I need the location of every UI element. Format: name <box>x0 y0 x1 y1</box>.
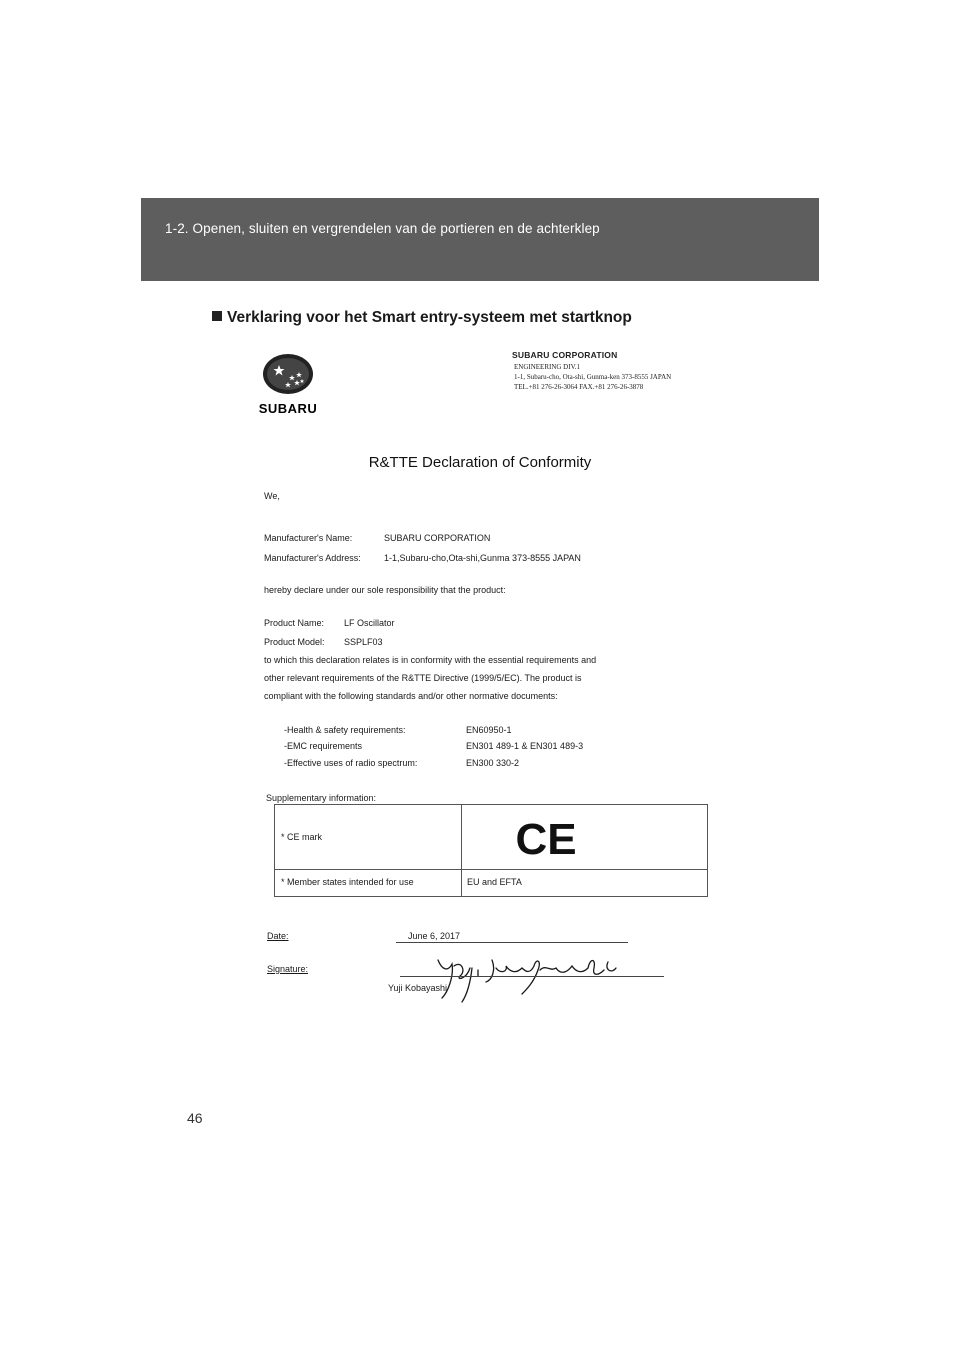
declaration-document <box>236 336 724 1016</box>
corporation-address-block <box>512 350 671 392</box>
supplementary-table <box>274 804 708 897</box>
manufacturer-address-label: Manufacturer's Address: <box>264 553 361 563</box>
subaru-logo <box>251 352 325 420</box>
conformity-line: compliant with the following standards and/or other normative documents: <box>264 691 558 701</box>
subaru-logo-text: SUBARU <box>258 401 318 416</box>
supp-row-ce <box>275 805 707 870</box>
corporation-name: SUBARU CORPORATION <box>512 350 618 360</box>
corporation-division: ENGINEERING DIV.1 <box>514 363 580 371</box>
declaration-title: R&TTE Declaration of Conformity <box>368 454 592 471</box>
conformity-line: to which this declaration relates is in conformity with the essential requirements and <box>264 655 597 665</box>
signer-name: Yuji Kobayashi <box>388 983 448 993</box>
we-text: We, <box>264 491 280 501</box>
signature-underline <box>400 976 664 977</box>
manufacturer-name-label: Manufacturer's Name: <box>264 533 353 543</box>
product-model-value: SSPLF03 <box>344 637 383 647</box>
manufacturer-address-value: 1-1,Subaru-cho,Ota-shi,Gunma 373-8555 JAPAN <box>384 553 581 563</box>
ce-mark-label: * CE mark <box>281 832 323 842</box>
standard-value: EN301 489-1 & EN301 489-3 <box>466 741 584 751</box>
subaru-stars-icon <box>262 352 314 396</box>
signature-label: Signature: <box>267 964 309 974</box>
manufacturer-name-value: SUBARU CORPORATION <box>384 533 491 543</box>
chapter-title: 1-2. Openen, sluiten en vergrendelen van de portieren en de achterklep <box>165 221 600 236</box>
section-heading <box>212 309 632 327</box>
date-underline <box>396 942 628 943</box>
conformity-line: other relevant requirements of the R&TTE Directive (1999/5/EC). The product is <box>264 673 582 683</box>
page-number: 46 <box>187 1110 203 1126</box>
standard-label: -Effective uses of radio spectrum: <box>284 758 418 768</box>
date-label: Date: <box>267 931 289 941</box>
product-name-value: LF Oscillator <box>344 618 395 628</box>
standard-label: -EMC requirements <box>284 741 363 751</box>
standard-value: EN300 330-2 <box>466 758 520 768</box>
member-states-label: * Member states intended for use <box>281 877 414 887</box>
ce-mark-icon <box>515 819 577 859</box>
chapter-header-bar <box>141 198 819 281</box>
corporation-address: 1-1, Subaru-cho, Ota-shi, Gunma-ken 373-8555 JAPAN <box>514 373 672 381</box>
supp-column-divider <box>461 805 462 896</box>
standard-value: EN60950-1 <box>466 725 512 735</box>
member-states-value: EU and EFTA <box>467 877 522 887</box>
declaration-statement: hereby declare under our sole responsibility that the product: <box>264 585 506 595</box>
supplementary-label: Supplementary information: <box>266 793 377 803</box>
section-heading-text: Verklaring voor het Smart entry-systeem met startknop <box>227 309 632 326</box>
bullet-square-icon <box>212 311 222 321</box>
corporation-phone-fax: TEL.+81 276-26-3064 FAX.+81 276-26-3878 <box>514 383 644 391</box>
product-name-label: Product Name: <box>264 618 325 628</box>
ce-mark-text: CE <box>515 819 577 859</box>
product-model-label: Product Model: <box>264 637 325 647</box>
date-value: June 6, 2017 <box>408 931 461 941</box>
standard-label: -Health & safety requirements: <box>284 725 406 735</box>
